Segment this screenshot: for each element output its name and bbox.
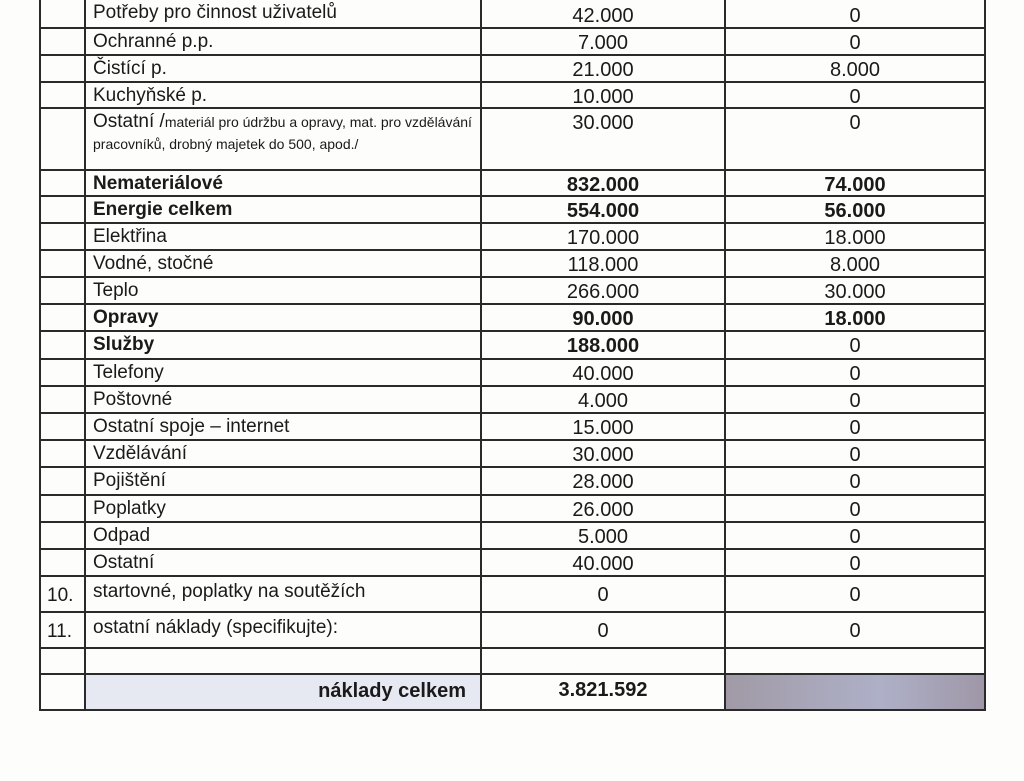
row-number xyxy=(39,468,86,494)
row-label: startovné, poplatky na soutěžích xyxy=(86,577,482,611)
table-row xyxy=(39,649,986,675)
value-column-2: 74.000 xyxy=(726,171,986,195)
row-number xyxy=(39,83,86,107)
value-column-2: 8.000 xyxy=(726,251,986,276)
row-label: Elektřina xyxy=(86,224,482,249)
row-number: 10. xyxy=(39,577,86,611)
table-row xyxy=(39,496,986,523)
row-number xyxy=(39,675,86,709)
table-row xyxy=(39,613,986,649)
table-row xyxy=(39,550,986,577)
value-column-2: 0 xyxy=(726,0,986,27)
value-column-1: 170.000 xyxy=(482,224,726,249)
value-column-2 xyxy=(726,649,986,673)
row-label: Pojištění xyxy=(86,468,482,494)
row-label: Ostatní xyxy=(86,550,482,575)
total-value-1: 3.821.592 xyxy=(482,675,726,709)
row-label: Ostatní spoje – internet xyxy=(86,414,482,439)
value-column-2: 0 xyxy=(726,29,986,54)
value-column-2: 0 xyxy=(726,468,986,494)
row-number xyxy=(39,0,86,27)
row-label: Poštovné xyxy=(86,387,482,412)
row-label: Kuchyňské p. xyxy=(86,83,482,107)
total-row xyxy=(39,675,986,711)
total-value-2 xyxy=(726,675,986,709)
value-column-2: 0 xyxy=(726,441,986,466)
table-row xyxy=(39,224,986,251)
row-label: ostatní náklady (specifikujte): xyxy=(86,613,482,647)
value-column-1: 7.000 xyxy=(482,29,726,54)
table-row xyxy=(39,332,986,360)
row-label: Teplo xyxy=(86,278,482,303)
row-label: Opravy xyxy=(86,305,482,330)
value-column-2: 0 xyxy=(726,83,986,107)
row-label: Vodné, stočné xyxy=(86,251,482,276)
value-column-1: 15.000 xyxy=(482,414,726,439)
row-number xyxy=(39,171,86,195)
row-number xyxy=(39,109,86,169)
table-row xyxy=(39,305,986,332)
value-column-2: 0 xyxy=(726,577,986,611)
value-column-2: 0 xyxy=(726,387,986,412)
row-label: Energie celkem xyxy=(86,197,482,222)
value-column-1: 28.000 xyxy=(482,468,726,494)
row-label: Odpad xyxy=(86,523,482,548)
value-column-1: 554.000 xyxy=(482,197,726,222)
row-label: Nemateriálové xyxy=(86,171,482,195)
table-row xyxy=(39,251,986,278)
value-column-1 xyxy=(482,649,726,673)
row-label-detail: materiál pro údržbu a opravy, mat. pro vzdělávání pracovníků, drobný majetek do 500, apod./ xyxy=(93,114,472,152)
value-column-1: 90.000 xyxy=(482,305,726,330)
value-column-2: 18.000 xyxy=(726,305,986,330)
value-column-1: 42.000 xyxy=(482,0,726,27)
value-column-2: 18.000 xyxy=(726,224,986,249)
row-number xyxy=(39,360,86,385)
value-column-1: 118.000 xyxy=(482,251,726,276)
value-column-1: 40.000 xyxy=(482,550,726,575)
value-column-1: 40.000 xyxy=(482,360,726,385)
value-column-1: 5.000 xyxy=(482,523,726,548)
value-column-2: 8.000 xyxy=(726,56,986,81)
row-number: 11. xyxy=(39,613,86,647)
value-column-2: 0 xyxy=(726,360,986,385)
value-column-2: 56.000 xyxy=(726,197,986,222)
value-column-1: 832.000 xyxy=(482,171,726,195)
value-column-2: 0 xyxy=(726,332,986,358)
table-row xyxy=(39,414,986,441)
row-label: Vzdělávání xyxy=(86,441,482,466)
value-column-1: 21.000 xyxy=(482,56,726,81)
row-label: Telefony xyxy=(86,360,482,385)
table-row xyxy=(39,83,986,109)
row-label: Služby xyxy=(86,332,482,358)
row-number xyxy=(39,305,86,330)
value-column-1: 0 xyxy=(482,577,726,611)
table-row xyxy=(39,56,986,83)
row-label: Ochranné p.p. xyxy=(86,29,482,54)
value-column-1: 10.000 xyxy=(482,83,726,107)
table-row xyxy=(39,387,986,414)
table-row xyxy=(39,468,986,496)
value-column-1: 188.000 xyxy=(482,332,726,358)
row-number xyxy=(39,387,86,412)
row-label xyxy=(86,649,482,673)
value-column-2: 0 xyxy=(726,613,986,647)
table-row xyxy=(39,0,986,29)
row-number xyxy=(39,278,86,303)
row-number xyxy=(39,523,86,548)
value-column-1: 266.000 xyxy=(482,278,726,303)
row-number xyxy=(39,550,86,575)
row-number xyxy=(39,332,86,358)
value-column-2: 0 xyxy=(726,523,986,548)
row-number xyxy=(39,496,86,521)
row-label: Poplatky xyxy=(86,496,482,521)
row-number xyxy=(39,649,86,673)
table-row xyxy=(39,577,986,613)
value-column-2: 0 xyxy=(726,550,986,575)
row-label xyxy=(86,109,482,169)
row-number xyxy=(39,29,86,54)
table-row xyxy=(39,360,986,387)
row-label: Potřeby pro činnost uživatelů xyxy=(86,0,482,27)
table-row xyxy=(39,523,986,550)
table-row xyxy=(39,171,986,197)
table-row xyxy=(39,197,986,224)
value-column-1: 30.000 xyxy=(482,441,726,466)
table-row xyxy=(39,441,986,468)
value-column-1: 30.000 xyxy=(482,109,726,169)
row-number xyxy=(39,441,86,466)
row-number xyxy=(39,197,86,222)
value-column-2: 0 xyxy=(726,109,986,169)
value-column-1: 4.000 xyxy=(482,387,726,412)
row-number xyxy=(39,224,86,249)
table-row xyxy=(39,278,986,305)
value-column-2: 30.000 xyxy=(726,278,986,303)
row-number xyxy=(39,251,86,276)
value-column-2: 0 xyxy=(726,496,986,521)
budget-table xyxy=(39,0,986,711)
table-row xyxy=(39,29,986,56)
total-label: náklady celkem xyxy=(86,675,482,709)
value-column-1: 0 xyxy=(482,613,726,647)
value-column-2: 0 xyxy=(726,414,986,439)
value-column-1: 26.000 xyxy=(482,496,726,521)
row-label: Čistící p. xyxy=(86,56,482,81)
table-row xyxy=(39,109,986,171)
row-number xyxy=(39,414,86,439)
row-label-main: Ostatní / xyxy=(93,111,165,132)
row-number xyxy=(39,56,86,81)
